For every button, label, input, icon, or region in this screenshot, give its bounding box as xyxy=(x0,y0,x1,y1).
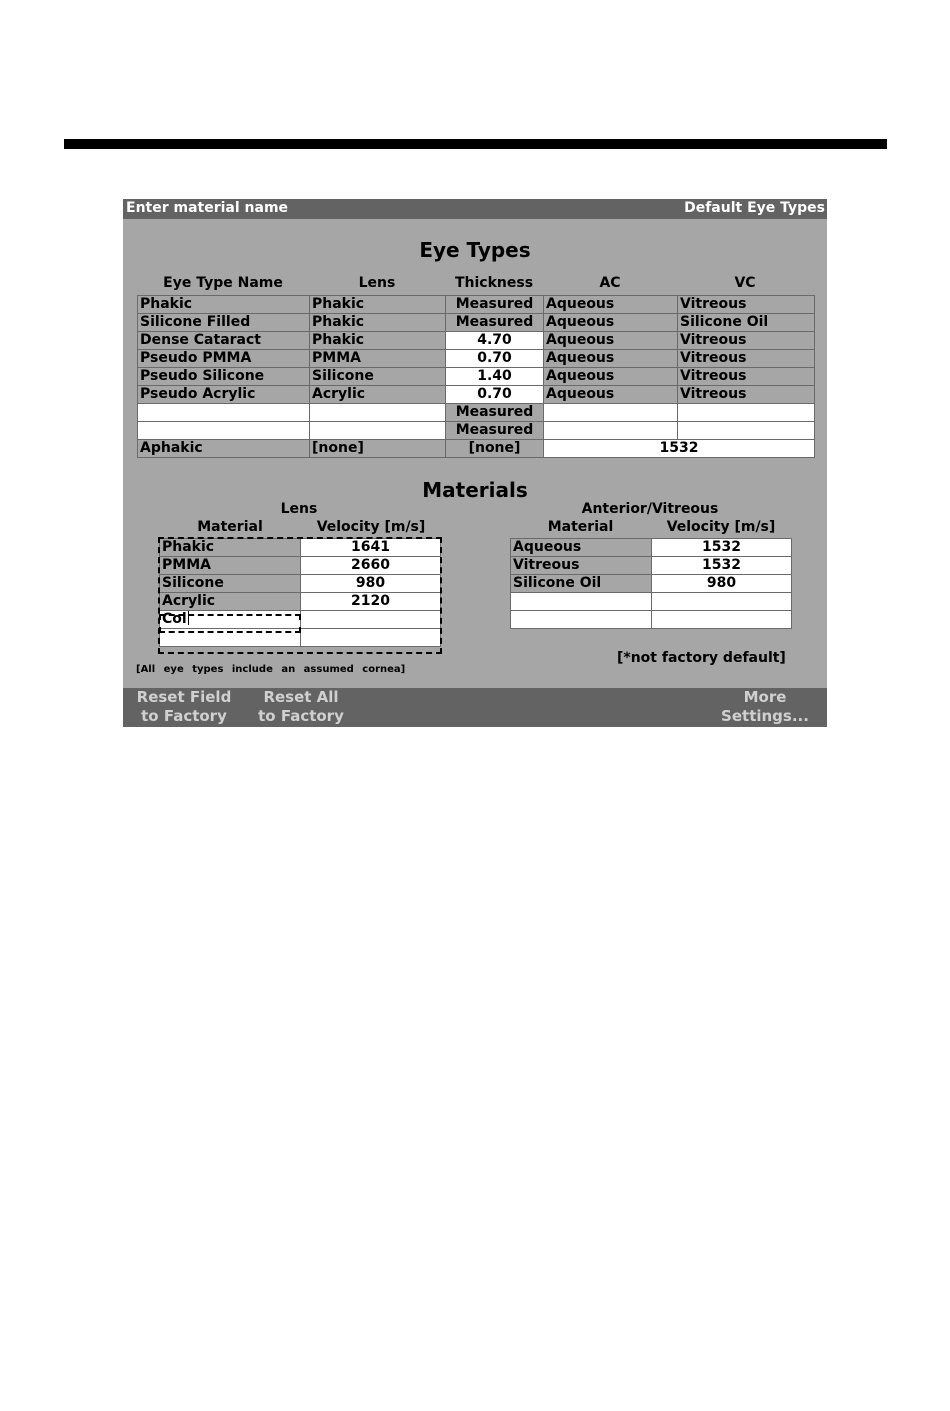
table-row[interactable] xyxy=(138,296,815,314)
eye-type-name-cell[interactable]: Silicone Filled xyxy=(138,314,310,332)
av-col-velocity: Velocity [m/s] xyxy=(666,519,776,535)
thickness-cell[interactable]: 0.70 xyxy=(446,350,544,368)
table-row[interactable] xyxy=(138,332,815,350)
lens-cell[interactable]: Acrylic xyxy=(310,386,446,404)
mode-label: Default Eye Types xyxy=(684,200,825,216)
page-rule xyxy=(64,139,887,149)
table-row[interactable] xyxy=(160,593,441,611)
col-thickness: Thickness xyxy=(454,275,534,291)
cornea-note: [All eye types include an assumed cornea] xyxy=(136,664,406,675)
material-name-input[interactable] xyxy=(160,611,301,629)
button-label: to Factory xyxy=(141,707,227,725)
vc-cell[interactable]: Vitreous xyxy=(678,332,815,350)
av-col-material: Material xyxy=(547,519,614,535)
ac-cell[interactable]: Aqueous xyxy=(544,296,678,314)
eye-type-name-cell[interactable] xyxy=(138,404,310,422)
lens-col-material: Material xyxy=(197,519,263,535)
reset-field-button[interactable] xyxy=(131,688,237,726)
velocity-cell[interactable]: 1532 xyxy=(652,539,792,557)
button-label: More xyxy=(743,688,787,706)
lens-group-label: Lens xyxy=(280,501,318,517)
eye-type-name-cell[interactable]: Phakic xyxy=(138,296,310,314)
eye-types-screen xyxy=(123,199,827,727)
ac-cell[interactable]: Aqueous xyxy=(544,350,678,368)
eye-type-name-cell[interactable]: Dense Cataract xyxy=(138,332,310,350)
lens-col-velocity: Velocity [m/s] xyxy=(316,519,426,535)
table-row[interactable] xyxy=(160,575,441,593)
softkey-bar xyxy=(123,688,827,727)
aphakic-velocity-cell[interactable]: 1532 xyxy=(544,440,815,458)
material-cell[interactable]: Aqueous xyxy=(511,539,652,557)
button-label: Reset Field xyxy=(136,688,232,706)
material-cell[interactable]: Acrylic xyxy=(160,593,301,611)
vc-cell[interactable]: Vitreous xyxy=(678,386,815,404)
table-row[interactable] xyxy=(511,557,792,575)
eye-types-table xyxy=(137,295,815,458)
vc-cell[interactable]: Vitreous xyxy=(678,368,815,386)
thickness-cell[interactable]: Measured xyxy=(446,404,544,422)
velocity-cell[interactable]: 2660 xyxy=(301,557,441,575)
eye-type-name-cell[interactable]: Pseudo Silicone xyxy=(138,368,310,386)
table-row[interactable] xyxy=(160,539,441,557)
eye-type-name-cell[interactable]: Pseudo PMMA xyxy=(138,350,310,368)
material-cell[interactable]: Silicone Oil xyxy=(511,575,652,593)
prompt-text: Enter material name xyxy=(126,200,289,216)
button-label: Reset All xyxy=(263,688,339,706)
thickness-cell[interactable]: [none] xyxy=(446,440,544,458)
table-row-editing[interactable] xyxy=(160,611,441,629)
table-row-aphakic[interactable] xyxy=(138,440,815,458)
col-vc: VC xyxy=(734,275,756,291)
velocity-cell[interactable]: 1641 xyxy=(301,539,441,557)
ac-cell[interactable]: Aqueous xyxy=(544,314,678,332)
velocity-cell[interactable]: 980 xyxy=(652,575,792,593)
thickness-cell[interactable]: Measured xyxy=(446,314,544,332)
lens-materials-table xyxy=(159,538,441,647)
thickness-cell[interactable]: Measured xyxy=(446,296,544,314)
velocity-cell[interactable]: 2120 xyxy=(301,593,441,611)
table-row[interactable] xyxy=(138,386,815,404)
table-row[interactable] xyxy=(160,629,441,647)
col-lens: Lens xyxy=(358,275,396,291)
vc-cell[interactable]: Vitreous xyxy=(678,296,815,314)
col-ac: AC xyxy=(599,275,621,291)
velocity-cell[interactable] xyxy=(652,611,792,629)
lens-cell[interactable]: Phakic xyxy=(310,314,446,332)
thickness-cell[interactable]: 1.40 xyxy=(446,368,544,386)
thickness-cell[interactable]: 4.70 xyxy=(446,332,544,350)
table-row[interactable] xyxy=(138,422,815,440)
materials-title: Materials xyxy=(422,478,528,502)
factory-default-note: [*not factory default] xyxy=(617,650,786,666)
material-cell[interactable] xyxy=(511,593,652,611)
av-materials-table xyxy=(510,538,792,629)
velocity-cell[interactable] xyxy=(652,593,792,611)
lens-cell[interactable]: [none] xyxy=(310,440,446,458)
vc-cell[interactable] xyxy=(678,422,815,440)
thickness-cell[interactable]: Measured xyxy=(446,422,544,440)
table-row[interactable] xyxy=(138,350,815,368)
table-row[interactable] xyxy=(138,404,815,422)
material-cell[interactable]: PMMA xyxy=(160,557,301,575)
table-row[interactable] xyxy=(138,314,815,332)
ac-cell[interactable]: Aqueous xyxy=(544,386,678,404)
text-cursor xyxy=(188,611,189,625)
material-cell[interactable]: Vitreous xyxy=(511,557,652,575)
ac-cell[interactable]: Aqueous xyxy=(544,332,678,350)
velocity-cell[interactable] xyxy=(301,629,441,647)
reset-all-button[interactable] xyxy=(249,688,353,726)
velocity-cell[interactable] xyxy=(301,611,441,629)
lens-cell[interactable]: PMMA xyxy=(310,350,446,368)
eye-type-name-cell[interactable]: Pseudo Acrylic xyxy=(138,386,310,404)
table-row[interactable] xyxy=(511,611,792,629)
table-row[interactable] xyxy=(511,539,792,557)
more-settings-button[interactable] xyxy=(715,688,815,726)
ac-cell[interactable] xyxy=(544,422,678,440)
material-name-value: Col xyxy=(162,611,187,627)
eye-types-title: Eye Types xyxy=(419,238,531,262)
vc-cell[interactable]: Vitreous xyxy=(678,350,815,368)
table-row[interactable] xyxy=(511,575,792,593)
velocity-cell[interactable]: 980 xyxy=(301,575,441,593)
eye-type-name-cell[interactable] xyxy=(138,422,310,440)
col-eye-type-name: Eye Type Name xyxy=(163,275,283,291)
material-cell[interactable]: Silicone xyxy=(160,575,301,593)
material-cell[interactable]: Phakic xyxy=(160,539,301,557)
table-row[interactable] xyxy=(138,368,815,386)
material-cell[interactable] xyxy=(511,611,652,629)
table-row[interactable] xyxy=(160,557,441,575)
vc-cell[interactable]: Silicone Oil xyxy=(678,314,815,332)
ac-cell[interactable] xyxy=(544,404,678,422)
velocity-cell[interactable]: 1532 xyxy=(652,557,792,575)
status-bar xyxy=(123,199,827,219)
button-label: to Factory xyxy=(258,707,344,725)
ac-cell[interactable]: Aqueous xyxy=(544,368,678,386)
lens-cell[interactable] xyxy=(310,404,446,422)
material-cell[interactable] xyxy=(160,629,301,647)
eye-type-name-cell[interactable]: Aphakic xyxy=(138,440,310,458)
lens-cell[interactable]: Silicone xyxy=(310,368,446,386)
lens-cell[interactable]: Phakic xyxy=(310,332,446,350)
lens-cell[interactable]: Phakic xyxy=(310,296,446,314)
table-row[interactable] xyxy=(511,593,792,611)
thickness-cell[interactable]: 0.70 xyxy=(446,386,544,404)
lens-cell[interactable] xyxy=(310,422,446,440)
vc-cell[interactable] xyxy=(678,404,815,422)
button-label: Settings... xyxy=(721,707,809,725)
av-group-label: Anterior/Vitreous xyxy=(581,501,719,517)
